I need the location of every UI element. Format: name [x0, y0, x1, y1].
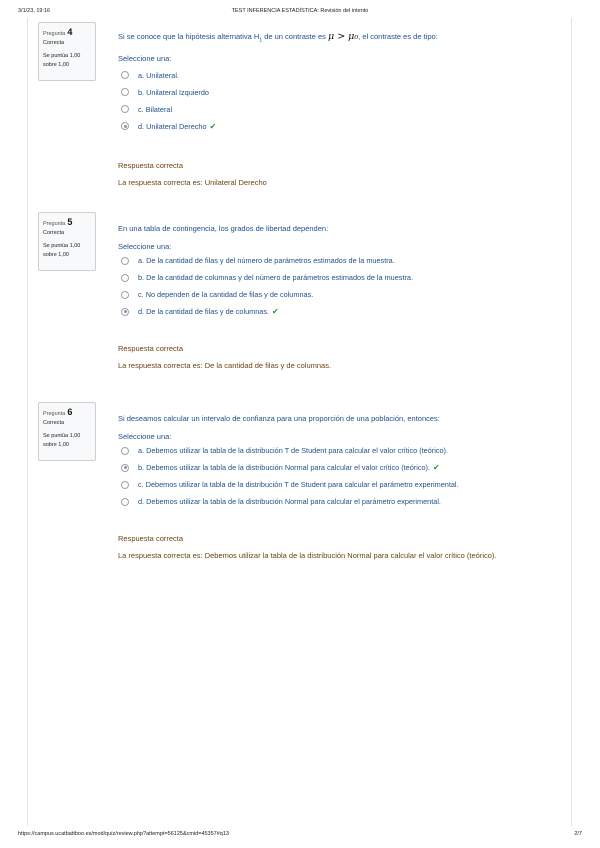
feedback-right-answer: La respuesta correcta es: De la cantidad de filas y de columnas. — [118, 361, 332, 370]
answer-label: d. Debemos utilizar la tabla de la distribución Normal para calcular el parámetro experimental. — [138, 497, 441, 506]
answer-label: b. Unilateral Izquierdo — [138, 87, 209, 97]
feedback-right-answer: La respuesta correcta es: Unilateral Derecho — [118, 177, 267, 187]
radio-button[interactable] — [121, 291, 129, 299]
radio-button[interactable] — [121, 498, 129, 506]
feedback — [118, 161, 558, 187]
feedback-status: Respuesta correcta — [118, 160, 184, 170]
radio-button[interactable] — [121, 481, 129, 489]
answer-option[interactable] — [118, 67, 558, 84]
answer-option[interactable] — [118, 118, 558, 135]
grade-line: Se puntúa 1,00 — [43, 53, 81, 59]
question-number — [43, 407, 91, 417]
answer-option[interactable] — [118, 286, 558, 303]
grade-line: sobre 1,00 — [43, 252, 69, 258]
answer-label: c. No dependen de la cantidad de filas y de columnas. — [138, 290, 314, 299]
question-text — [118, 32, 558, 46]
question-number-value: 4 — [67, 27, 73, 37]
question-state: Correcta — [43, 230, 65, 236]
print-header — [0, 8, 600, 18]
grade-line: Se puntúa 1,00 — [43, 433, 81, 439]
print-url: https://campus.ucatbattboo.es/mod/quiz/review.php?attempt=56125&cmid=45357#q13 — [18, 831, 229, 837]
question-label: Pregunta — [43, 221, 66, 227]
question-number — [43, 27, 91, 37]
question-text-part: de un contraste es — [262, 32, 328, 41]
question-state: Correcta — [43, 40, 65, 46]
answer-option[interactable] — [118, 101, 558, 118]
check-icon: ✔ — [433, 463, 440, 472]
answer-option[interactable] — [118, 84, 558, 101]
print-footer — [0, 831, 600, 841]
question-info — [38, 212, 96, 271]
question-state: Correcta — [43, 420, 65, 426]
answer-option[interactable] — [118, 459, 558, 476]
question-content — [118, 402, 558, 560]
answer-label: d. Unilateral Derecho — [138, 121, 207, 131]
question-grade — [43, 432, 91, 450]
question-text: Si deseamos calcular un intervalo de confianza para una proporción de una población, entonces: — [118, 414, 440, 423]
radio-button[interactable] — [121, 71, 129, 79]
question-text: En una tabla de contingencia, los grados de libertad dependen: — [118, 224, 329, 233]
question-text-part: Si se conoce que la hipótesis alternativa H — [118, 32, 260, 41]
print-page-number: 2/7 — [574, 831, 582, 837]
answer-option[interactable] — [118, 269, 558, 286]
answer-option[interactable] — [118, 493, 558, 510]
question-info — [38, 402, 96, 461]
question-text-part: , el contraste es de tipo: — [358, 32, 438, 41]
question-text-subscript: 1 — [259, 37, 263, 44]
answer-prompt: Seleccione una: — [118, 53, 172, 63]
grade-line: sobre 1,00 — [43, 62, 69, 68]
question-number-value: 6 — [67, 407, 73, 417]
answer-label: a. Debemos utilizar la tabla de la distribución T de Student para calcular el valor crítico (teórico). — [138, 446, 449, 455]
answer-label: d. De la cantidad de filas y de columnas. — [138, 307, 270, 316]
radio-button[interactable] — [121, 105, 129, 113]
feedback — [118, 534, 558, 560]
math-expression: μ > μ₀ — [328, 31, 359, 42]
answer-option[interactable] — [118, 476, 558, 493]
answer-prompt: Seleccione una: — [118, 242, 172, 251]
question-number-value: 5 — [67, 217, 73, 227]
feedback-status: Respuesta correcta — [118, 344, 184, 353]
check-icon: ✔ — [272, 307, 279, 316]
answer-list — [118, 442, 558, 510]
question-content — [118, 22, 558, 187]
answer-list — [118, 67, 558, 135]
grade-line: Se puntúa 1,00 — [43, 243, 81, 249]
answer-option[interactable] — [118, 303, 558, 320]
radio-button[interactable] — [121, 447, 129, 455]
feedback-status: Respuesta correcta — [118, 534, 184, 543]
radio-button-checked[interactable] — [121, 308, 129, 316]
check-icon: ✔ — [209, 121, 217, 131]
feedback-right-answer: La respuesta correcta es: Debemos utilizar la tabla de la distribución Normal para calcular el valor crítico (teórico). — [118, 551, 497, 560]
answer-label: b. Debemos utilizar la tabla de la distribución Normal para calcular el valor crítico (teórico). — [138, 463, 430, 472]
print-title: TEST INFERENCIA ESTADÍSTICA: Revisión del intento — [231, 8, 369, 14]
answer-option[interactable] — [118, 252, 558, 269]
answer-label: a. De la cantidad de filas y del número de parámetros estimados de la muestra. — [138, 256, 395, 265]
answer-prompt: Seleccione una: — [118, 432, 172, 441]
print-timestamp: 3/1/23, 19:16 — [18, 8, 51, 14]
question-grade — [43, 52, 91, 70]
answer-label: b. De la cantidad de columnas y del número de parámetros estimados de la muestra. — [138, 273, 413, 282]
answer-label: c. Bilateral — [138, 104, 173, 114]
radio-button[interactable] — [121, 88, 129, 96]
radio-button[interactable] — [121, 257, 129, 265]
feedback — [118, 344, 558, 370]
question-label: Pregunta — [43, 31, 66, 37]
question-content — [118, 212, 558, 370]
radio-button-checked[interactable] — [121, 464, 129, 472]
question-number — [43, 217, 91, 227]
question-grade — [43, 242, 91, 260]
answer-list — [118, 252, 558, 320]
question-label: Pregunta — [43, 411, 66, 417]
answer-label: c. Debemos utilizar la tabla de la distribución T de Student para calcular el parámetro experimental. — [138, 480, 459, 489]
question-info — [38, 22, 96, 81]
radio-button-checked[interactable] — [121, 122, 129, 130]
grade-line: sobre 1,00 — [43, 442, 69, 448]
answer-option[interactable] — [118, 442, 558, 459]
radio-button[interactable] — [121, 274, 129, 282]
answer-label: a. Unilateral. — [138, 70, 179, 80]
